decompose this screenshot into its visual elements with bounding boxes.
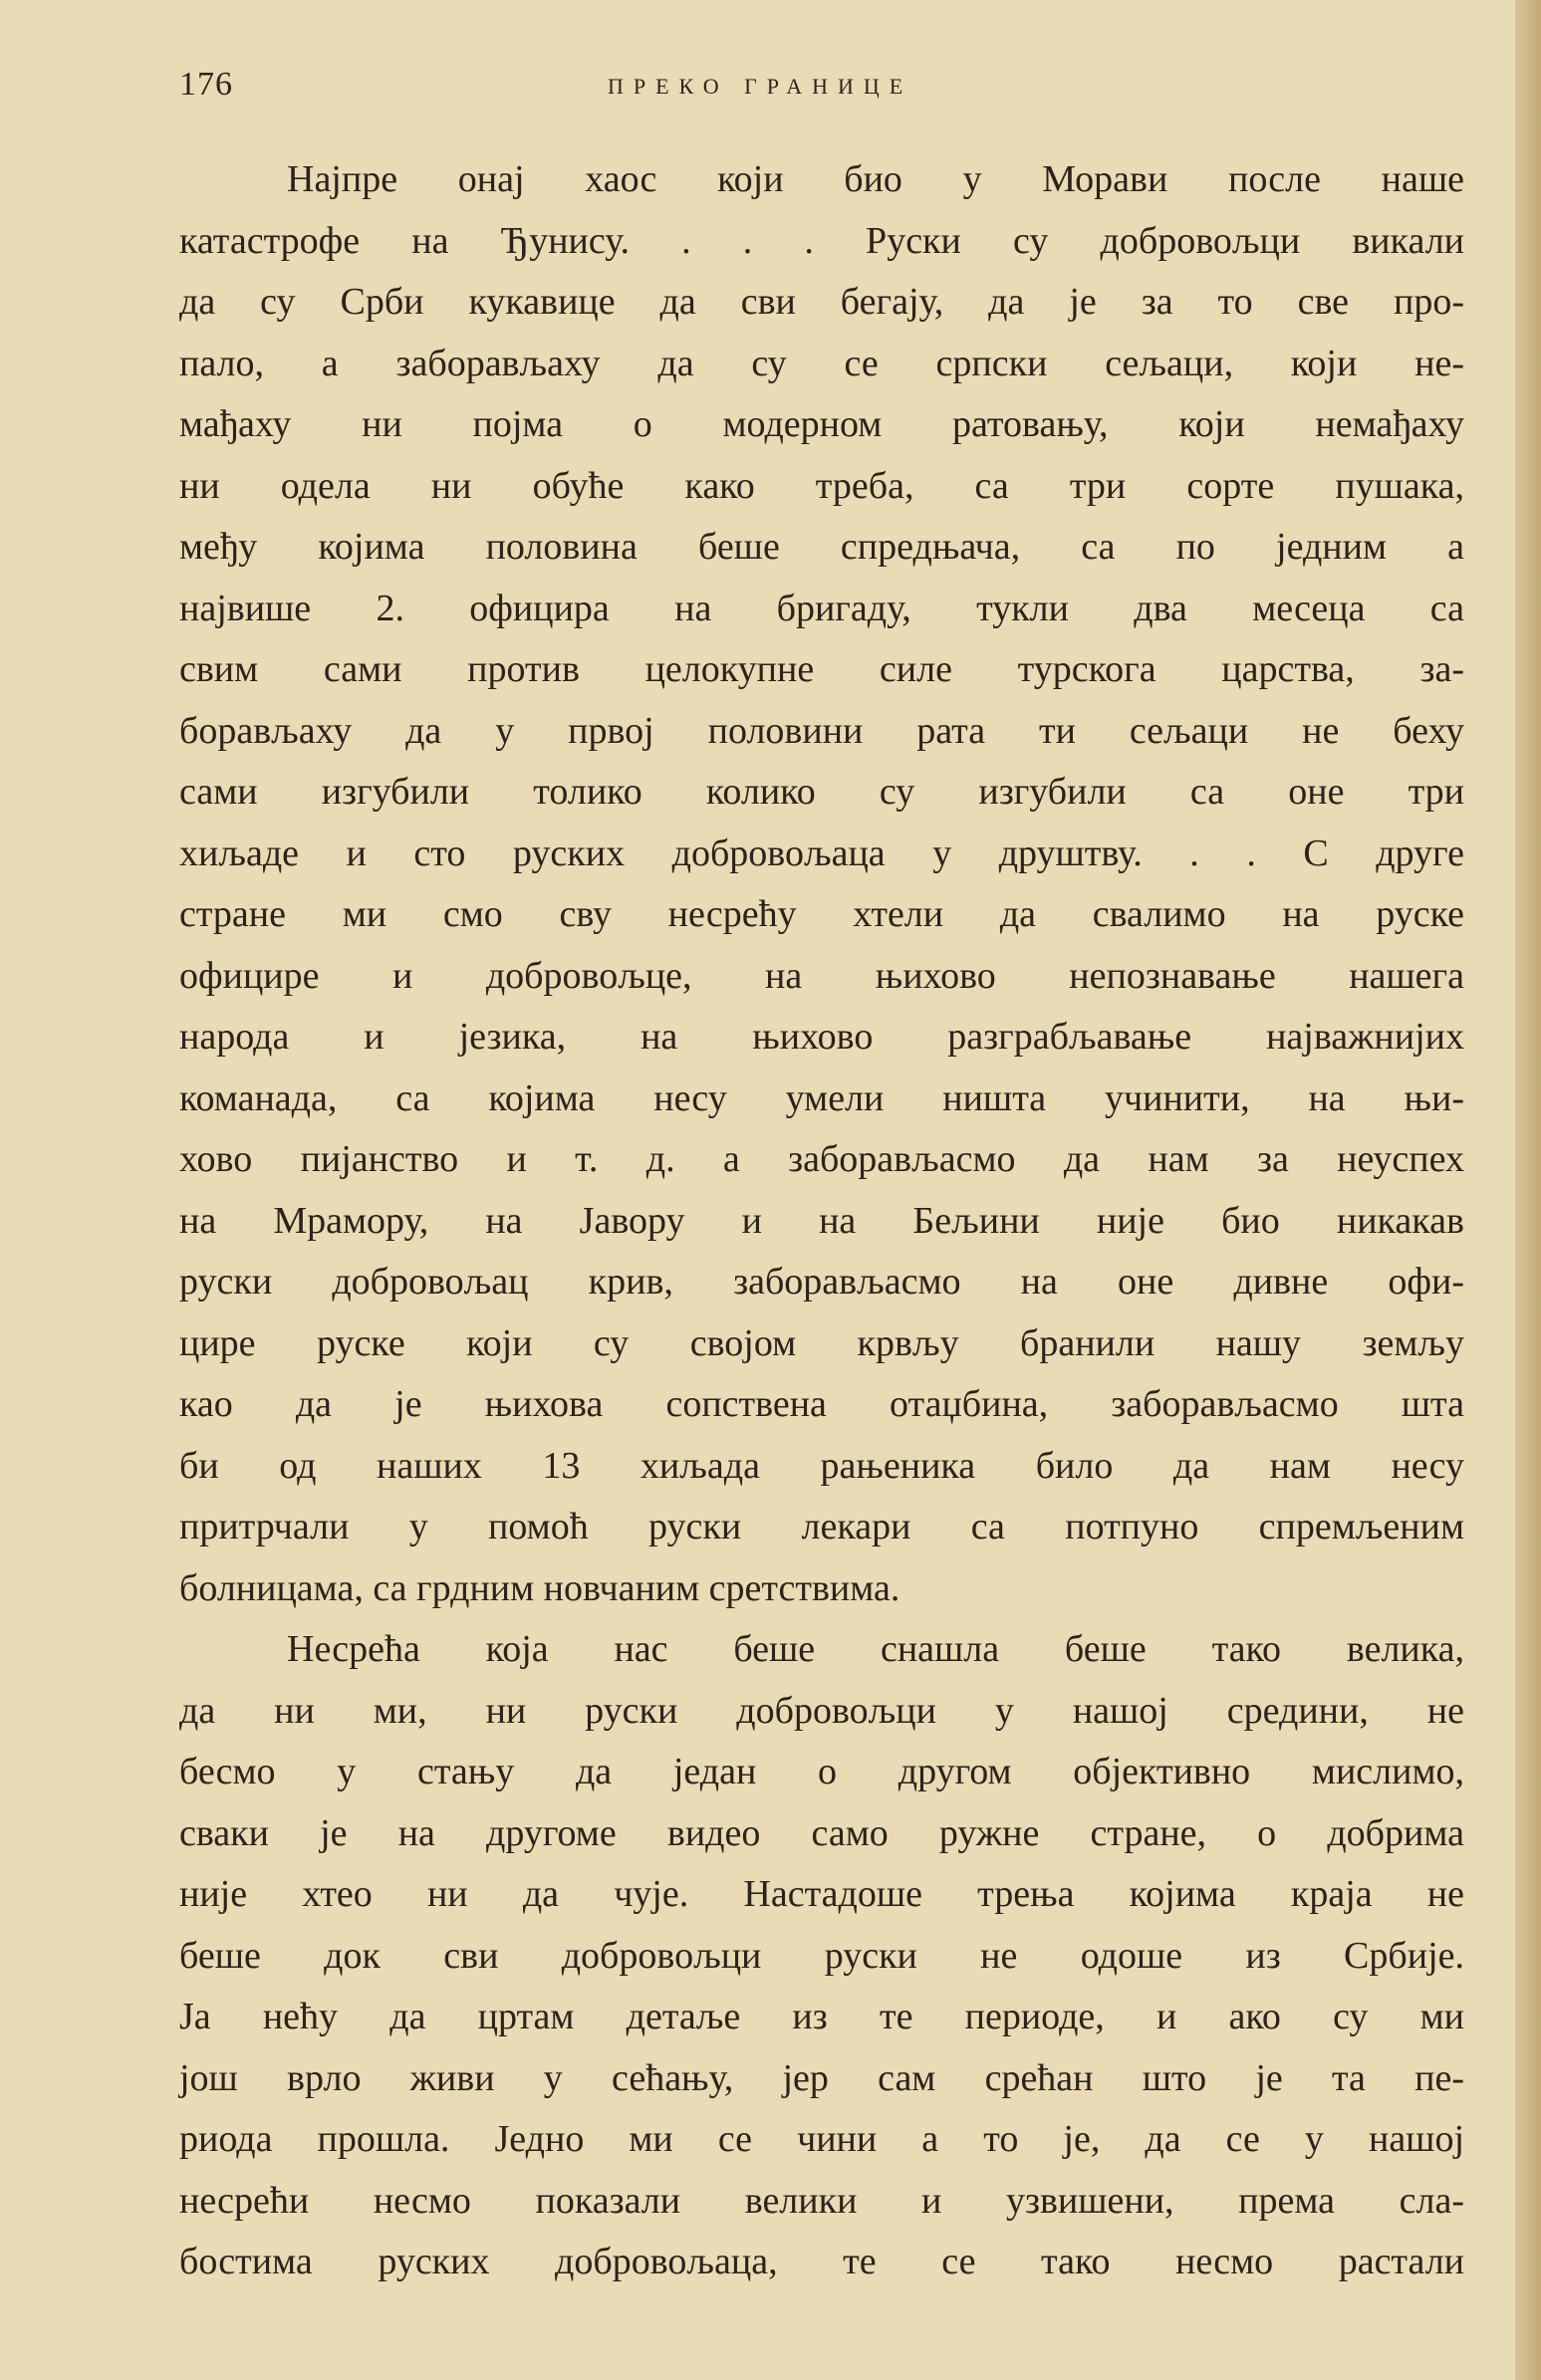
paragraph-1-line: официре и добровољце, на њихово непознавање нашега <box>179 954 1464 997</box>
paragraph-1-line: Најпре онај хаос који био у Морави после наше <box>287 158 1464 200</box>
paragraph-1-line: катастрофе на Ђунису. . . . Руски су добровољци викали <box>179 219 1464 262</box>
paragraph-2-line: бесмо у стању да један о другом објективно мислимо, <box>179 1751 1464 1792</box>
page-edge <box>1515 0 1541 2380</box>
paragraph-1-line: као да је њихова сопствена отаџбина, заборављасмо шта <box>179 1383 1464 1425</box>
paragraph-1-line: пало, а заборављаху да су се српски сељаци, који не- <box>179 342 1464 384</box>
paragraph-1-line: команада, са којима несу умели ништа учинити, на њи- <box>179 1076 1464 1119</box>
paragraph-1-line: да су Срби кукавице да сви бегају, да је за то све про- <box>179 281 1464 323</box>
paragraph-1-line: међу којима половина беше спредњача, са по једним а <box>179 526 1464 568</box>
paragraph-2-line: беше док сви добровољци руски не одоше из Србије. <box>179 1934 1464 1977</box>
paragraph-1-line: притрчали у помоћ руски лекари са потпуно спремљеним <box>179 1506 1464 1547</box>
paragraph-1-line: руски добровољац крив, заборављасмо на оне дивне офи- <box>179 1261 1464 1303</box>
paragraph-2-line: Ја нећу да цртам детаље из те периоде, и ако су ми <box>179 1996 1464 2037</box>
page-header <box>179 66 1464 106</box>
paragraph-1-line: мађаху ни појма о модерном ратовању, који немађаху <box>179 403 1464 445</box>
paragraph-1-line: највише 2. официра на бригаду, тукли два месеца са <box>179 587 1464 629</box>
paragraph-2-line: Несрећа која нас беше снашла беше тако велика, <box>287 1628 1464 1670</box>
paragraph-1-line: цире руске који су својом крвљу бранили нашу земљу <box>179 1321 1464 1364</box>
paragraph-1-line: ни одела ни обуће како треба, са три сорте пушака, <box>179 464 1464 507</box>
paragraph-1-line: свим сами против целокупне силе турскога царства, за- <box>179 648 1464 690</box>
paragraph-1-line: хово пијанство и т. д. а заборављасмо да нам за неуспех <box>179 1138 1464 1180</box>
paragraph-1-line: би од наших 13 хиљада рањеника било да нам несу <box>179 1444 1464 1487</box>
paragraph-2-line: сваки је на другоме видео само ружне стране, о добрима <box>179 1811 1464 1854</box>
page-number: 176 <box>179 66 233 103</box>
paragraph-2-line: још врло живи у сећању, јер сам срећан што је та пе- <box>179 2056 1464 2099</box>
paragraph-1-line: народа и језика, на њихово разграбљавање најважнијих <box>179 1016 1464 1058</box>
paragraph-1-line: борављаху да у првој половини рата ти сељаци не беху <box>179 709 1464 752</box>
paragraph-2-line: да ни ми, ни руски добровољци у нашој средини, не <box>179 1689 1464 1732</box>
paragraph-2-line: није хтео ни да чује. Настадоше трења којима краја не <box>179 1873 1464 1915</box>
paragraph-1-line: болницама, са грдним новчаним сретствима. <box>179 1566 900 1609</box>
paragraph-2-line: бостима руских добровољаца, те се тако несмо растали <box>179 2241 1464 2282</box>
paragraph-1-line: стране ми смо сву несрећу хтели да свалимо на руске <box>179 893 1464 935</box>
paragraph-2-line: несрећи несмо показали велики и узвишени, према сла- <box>179 2179 1464 2222</box>
paragraph-1-line: хиљаде и сто руских добровољаца у друштву. . . С друге <box>179 832 1464 874</box>
paragraph-1-line: сами изгубили толико колико су изгубили са оне три <box>179 771 1464 813</box>
body-text <box>179 149 1464 2293</box>
paragraph-2-line: риода прошла. Једно ми се чини а то је, да се у нашој <box>179 2118 1464 2160</box>
running-head: ПРЕКО ГРАНИЦЕ <box>608 74 913 99</box>
paragraph-1-line: на Мрамору, на Јавору и на Бељини није био никакав <box>179 1199 1464 1242</box>
